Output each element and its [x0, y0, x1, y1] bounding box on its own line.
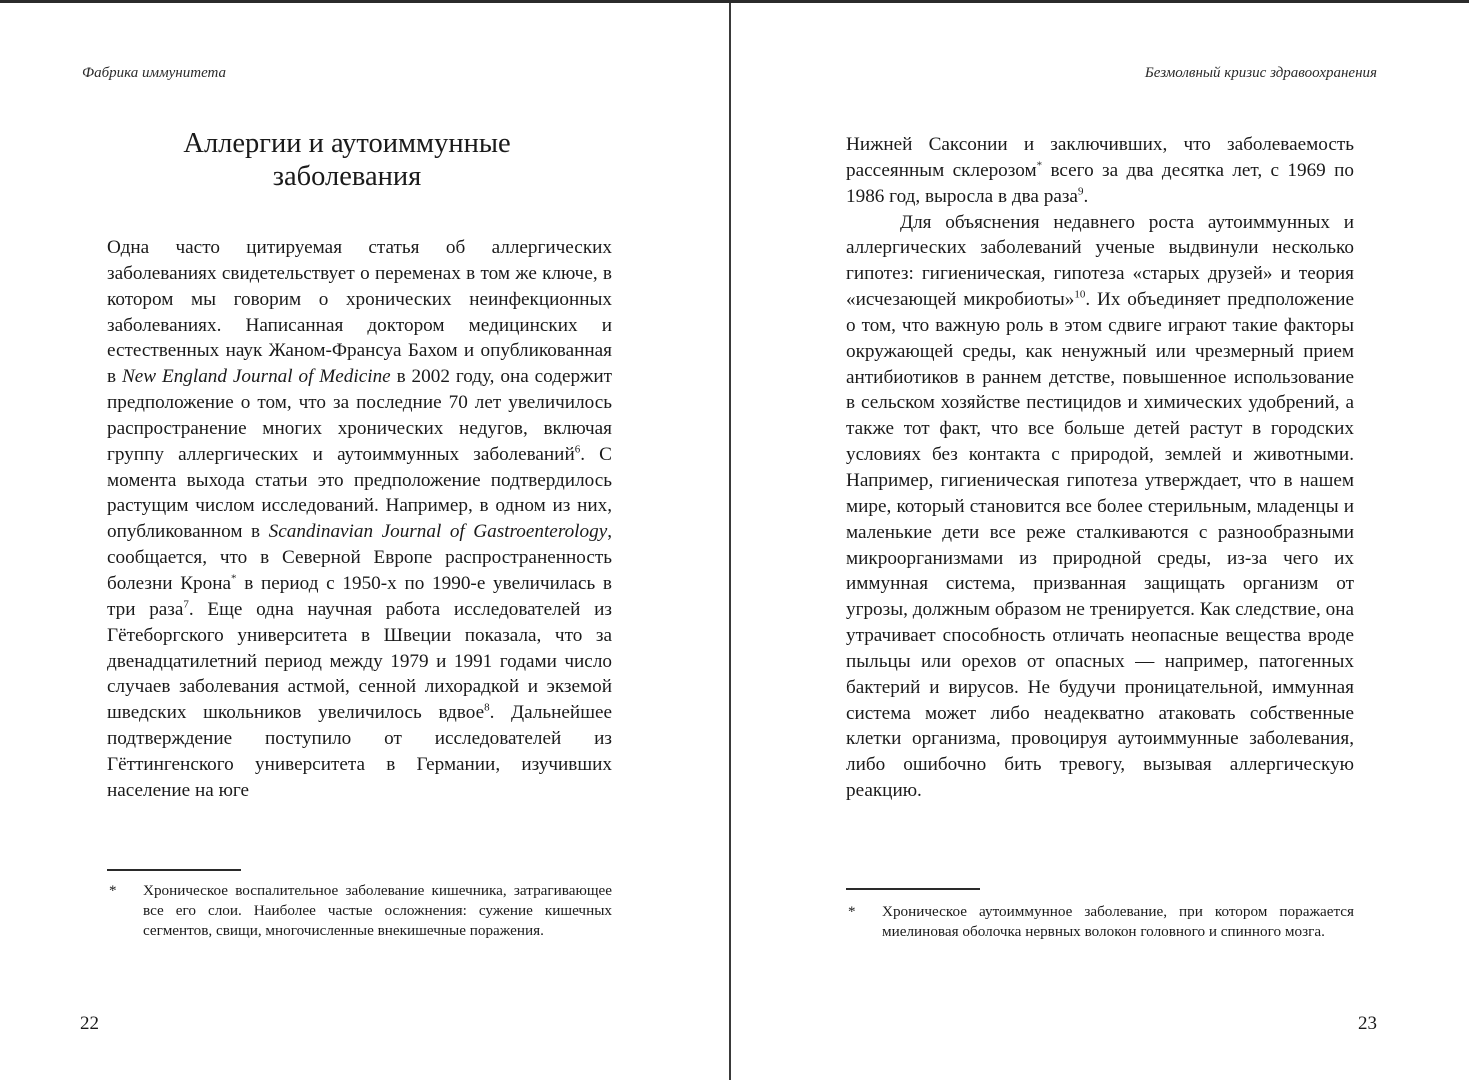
footnote-rule [107, 869, 241, 871]
text-run: в период с 1950-х по 1990-е увеличилась в три раза [107, 572, 612, 620]
paragraph [846, 132, 1354, 210]
paragraph [846, 210, 1354, 804]
chapter-title [82, 127, 612, 193]
text-run: . Их объединяет предположение о том, что важную роль в этом сдвиге играют такие факторы окружающей среды, как ненужный или чрезмерный прием антибиотиков в раннем детстве, повышенное использование в сельском хозяйстве пестицидов и химических удобрений, а также тот факт, что все больше детей растут в городских условиях без контакта с природой, землей и животными. Например, гигиеническая гипотеза утверждает, что в нашем мире, который становится все более стерильным, младенцы и маленькие дети все реже сталкиваются с разнообразными микроорганизмами из природной среды, из-за чего их иммунная система, призванная защищать организм от угрозы, должным образом не тренируется. Как следствие, она утрачивает способность отличать неопасные вещества вроде пыльцы или орехов от опасных — например, патогенных бактерий и вирусов. Не будучи проницательной, иммунная система может либо неадекватно атаковать собственные клетки организма, провоцируя аутоиммунные заболевания, либо ошибочно бить тревогу, вызывая аллергическую реакцию. [846, 289, 1354, 802]
endnote-ref: 7 [183, 598, 189, 611]
footnote-right [846, 902, 1354, 942]
text-run: . С момента выхода статьи это предположение подтвердилось растущим числом исследований. Например, в одном из них, опубликованном в [107, 443, 612, 543]
footnote-rule [846, 888, 980, 890]
endnote-ref: 10 [1074, 288, 1086, 301]
text-run: в 2002 году, она содержит предположение о том, что за последние 70 лет увеличилось распространение многих хронических недугов, включая группу аллергических и аутоиммунных заболеваний [107, 366, 612, 465]
paragraph [107, 235, 612, 804]
text-run: . Еще одна научная работа исследователей из Гётеборгского университета в Швеции показала, что за двенадцатилетний период между 1979 и 1991 годами число случаев заболевания астмой, сенной лихорадкой и экземой шведских школьников увеличилось вдвое [107, 598, 613, 724]
footnote-marker: * [109, 883, 117, 899]
endnote-ref: 6 [574, 443, 581, 456]
footnote-text: Хроническое воспалительное заболевание кишечника, затрагивающее все его слои. Наиболее частые осложнения: сужение кишечных сегментов, свищи, многочисленные внекишечные поражения. [143, 882, 612, 940]
text-run: Одна часто цитируемая статья об аллергических заболеваниях свидетельствует о переменах в том же ключе, в котором мы говорим о хронических неинфекционных заболеваниях. Написанная доктором медицинских и естественных наук Жаном-Франсуа Бахом и опубликованная в [107, 237, 612, 388]
chapter-title-line1: Аллергии и аутоиммунные [183, 128, 511, 159]
endnote-ref: 8 [484, 701, 490, 714]
text-run: . [1083, 185, 1089, 207]
chapter-title-line2: заболевания [272, 161, 422, 192]
text-run: . Дальнейшее подтверждение поступило от исследователей из Гёттингенского университета в Германии, изучивших население на юге [107, 702, 613, 801]
body-text-right [846, 132, 1354, 804]
footnote-marker-ref: * [1036, 159, 1043, 172]
text-run: Для объяснения недавнего роста аутоиммунных и аллергических заболеваний ученые выдвинули несколько гипотез: гигиеническая, гипотеза «старых друзей» и теория «исчезающей микробиоты» [846, 211, 1354, 311]
right-page [731, 3, 1469, 1080]
endnote-ref: 9 [1077, 185, 1084, 198]
journal-title: New England Journal of Medicine [121, 366, 391, 388]
page-number-left: 22 [80, 1013, 99, 1034]
footnote-left [107, 881, 612, 942]
footnote-marker: * [848, 904, 856, 920]
text-run: , сообщается, что в Северной Европе распространенность болезни Крона [107, 521, 613, 594]
running-head-left: Фабрика иммунитета [82, 65, 227, 81]
footnote-marker-ref: * [231, 572, 237, 585]
running-head-right: Безмолвный кризис здравоохранения [1144, 65, 1377, 81]
footnote-text: Хроническое аутоиммунное заболевание, при котором поражается миелиновая оболочка нервных волокон головного и спинного мозга. [882, 903, 1354, 941]
left-page [0, 3, 729, 1080]
body-text-left [107, 235, 612, 804]
journal-title: Scandinavian Journal of Gastroenterology [268, 521, 608, 543]
text-run: всего за два десятка лет, с 1969 по 1986 год, выросла в два раза [846, 159, 1354, 207]
page-number-right: 23 [1358, 1013, 1377, 1034]
text-run: Нижней Саксонии и заключивших, что заболеваемость рассеянным склерозом [846, 134, 1354, 181]
